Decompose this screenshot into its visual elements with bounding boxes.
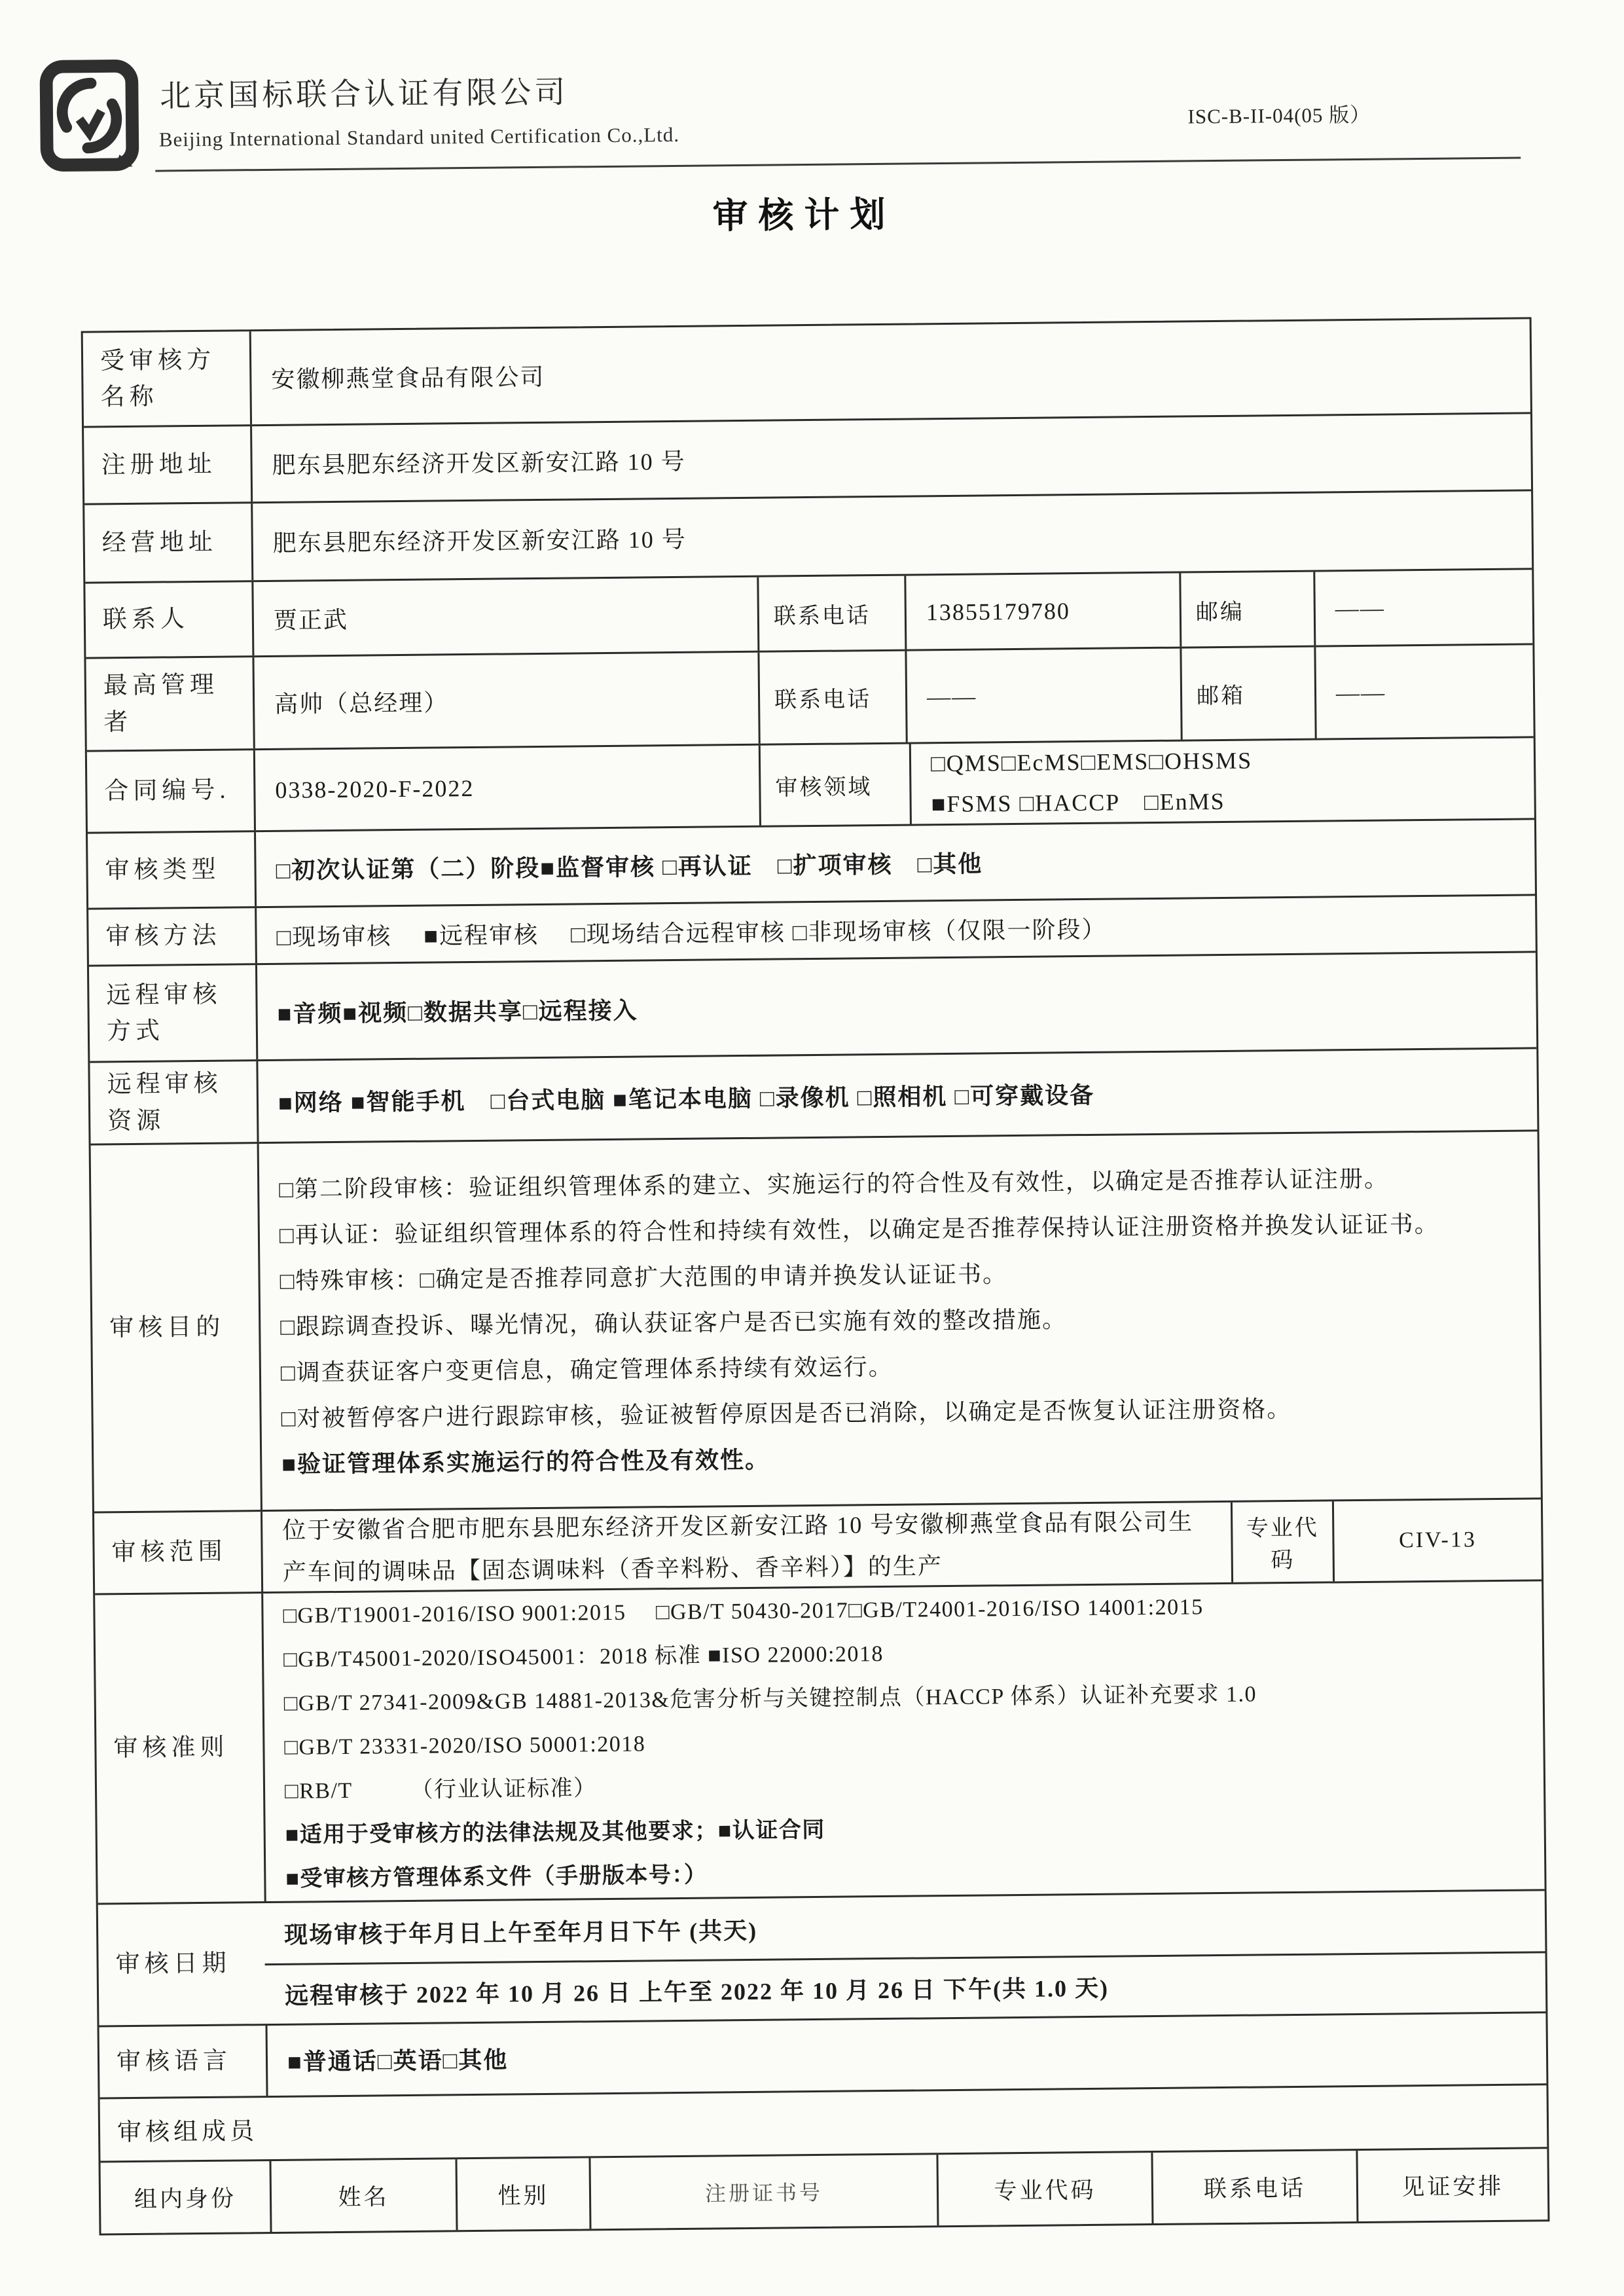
registered-address-value: 肥东县肥东经济开发区新安江路 10 号 — [250, 414, 1531, 501]
registered-address-label: 注册地址 — [101, 450, 217, 479]
audit-criteria-line-selected: ■受审核方管理体系文件（手册版本号：） — [285, 1863, 708, 1891]
audit-purpose-options — [257, 1131, 1541, 1510]
audit-language-label: 审核语言 — [116, 2047, 232, 2076]
team-header-phone: 联系电话 — [1151, 2151, 1356, 2223]
row-top-manager — [86, 643, 1533, 750]
remote-audit-mode-options: ■音频■视频□数据共享□远程接入 — [255, 953, 1536, 1059]
audit-purpose-line: □对被暂停客户进行跟踪审核，验证被暂停原因是否已消除，以确定是否恢复认证注册资格。 — [281, 1395, 1292, 1432]
auditee-name-label: 受审核方名称 — [99, 346, 216, 411]
row-audit-criteria — [95, 1579, 1544, 1903]
audit-purpose-line-selected: ■验证管理体系实施运行的符合性及有效性。 — [281, 1446, 770, 1478]
row-registered-address — [84, 412, 1531, 503]
audit-criteria-label: 审核准则 — [113, 1734, 229, 1762]
audit-language-options: ■普通话□英语□其他 — [266, 2013, 1547, 2096]
audit-team-label: 审核组成员 — [117, 2118, 259, 2147]
audit-purpose-line: □调查获证客户变更信息，确定管理体系持续有效运行。 — [280, 1353, 893, 1386]
audit-criteria-line: □GB/T 27341-2009&GB 14881-2013&危害分析与关键控制点（HACCP 体系）认证补充要求 1.0 — [283, 1682, 1257, 1716]
audit-method-label: 审核方法 — [105, 922, 221, 951]
postcode-value: —— — [1313, 570, 1532, 645]
remote-audit-date: 远程审核于 2022 年 10 月 26 日 上午至 2022 年 10 月 26 日 下午(共 1.0 天) — [265, 1951, 1546, 2024]
contact-phone-label: 联系电话 — [757, 576, 905, 651]
remote-audit-mode-label: 远程审核方式 — [106, 981, 222, 1046]
contact-person-value: 贾正武 — [251, 577, 757, 655]
row-audit-purpose — [91, 1129, 1541, 1511]
audit-domain-label: 审核领域 — [759, 744, 910, 826]
email-label: 邮箱 — [1180, 647, 1314, 740]
audit-criteria-line: □GB/T45001-2020/ISO45001：2018 标准 ■ISO 22000:2018 — [283, 1641, 884, 1672]
audit-domain-options — [909, 738, 1534, 824]
team-header-role: 组内身份 — [134, 2185, 237, 2213]
audit-scope-value: 位于安徽省合肥市肥东县肥东经济开发区新安江路 10 号安徽柳燕堂食品有限公司生产车间的调味品【固态调味料（香辛料粉、香辛料）】的生产 — [261, 1503, 1231, 1592]
page-title: 审核计划 — [712, 194, 896, 236]
audit-purpose-line: □第二阶段审核：验证组织管理体系的建立、实施运行的符合性及有效性，以确定是否推荐认证注册。 — [279, 1165, 1390, 1203]
team-header-certificate-no: 注册证书号 — [588, 2155, 937, 2229]
audit-type-options: □初次认证第（二）阶段■监督审核 □再认证 □扩项审核 □其他 — [254, 820, 1535, 906]
audit-criteria-line: □GB/T19001-2016/ISO 9001:2015 □GB/T 50430-2017□GB/T24001-2016/ISO 14001:2015 — [283, 1594, 1204, 1628]
row-contract-number — [87, 736, 1534, 831]
audit-criteria-line-selected: ■适用于受审核方的法律法规及其他要求；■认证合同 — [285, 1817, 825, 1848]
contract-number-value: 0338-2020-F-2022 — [253, 746, 759, 830]
row-contact-person — [85, 568, 1532, 657]
onsite-audit-date: 现场审核于年月日上午至年月日下午 (共天) — [283, 1917, 758, 1948]
header-divider-line — [155, 157, 1521, 172]
audit-domain-options-line2: ■FSMS □HACCP □EnMS — [931, 788, 1225, 818]
audit-method-options: □现场审核 ■远程审核 □现场结合远程审核 □非现场审核（仅限一阶段） — [255, 896, 1536, 963]
company-name-chinese: 北京国标联合认证有限公司 — [159, 75, 569, 114]
audit-purpose-label: 审核目的 — [109, 1313, 225, 1342]
auditee-name-value: 安徽柳燕堂食品有限公司 — [249, 319, 1530, 424]
team-header-witness-arrangement: 见证安排 — [1356, 2149, 1547, 2221]
row-team-table-header — [100, 2147, 1547, 2233]
audit-purpose-line: □特殊审核：□确定是否推荐同意扩大范围的申请并换发认证证书。 — [280, 1260, 1008, 1294]
audit-date-values — [264, 1891, 1546, 2024]
audit-scope-label: 审核范围 — [111, 1538, 227, 1567]
remote-audit-resources-options: ■网络 ■智能手机 □台式电脑 ■笔记本电脑 □录像机 □照相机 □可穿戴设备 — [256, 1049, 1537, 1142]
row-business-address — [84, 489, 1532, 581]
team-header-industry-code: 专业代码 — [936, 2153, 1151, 2225]
audit-purpose-line: □跟踪调查投诉、曝光情况，确认获证客户是否已实施有效的整改措施。 — [280, 1305, 1068, 1340]
row-audit-scope — [94, 1497, 1542, 1593]
team-header-gender: 性别 — [455, 2158, 589, 2230]
manager-phone-label: 联系电话 — [757, 651, 905, 744]
company-name-english: Beijing International Standard united Certification Co.,Ltd. — [158, 122, 680, 151]
email-value: —— — [1314, 645, 1533, 738]
row-auditee-name — [83, 319, 1530, 426]
top-manager-label: 最高管理者 — [103, 671, 219, 736]
contact-person-label: 联系人 — [102, 606, 190, 634]
postcode-label: 邮编 — [1179, 572, 1314, 647]
manager-phone-value: —— — [905, 649, 1180, 742]
audit-purpose-line: □再认证：验证组织管理体系的符合性和持续有效性，以确定是否推荐保持认证注册资格并换发认证证书。 — [279, 1211, 1439, 1248]
industry-code-value: CIV-13 — [1332, 1499, 1542, 1581]
row-audit-date — [98, 1889, 1546, 2025]
remote-audit-resources-label: 远程审核资源 — [107, 1070, 223, 1135]
row-audit-type — [88, 818, 1535, 907]
industry-code-label: 专业代码 — [1231, 1501, 1333, 1582]
top-manager-value: 高帅（总经理） — [252, 653, 758, 748]
audit-criteria-line: □GB/T 23331-2020/ISO 50001:2018 — [284, 1731, 646, 1760]
business-address-value: 肥东县肥东经济开发区新安江路 10 号 — [251, 491, 1532, 580]
document-code: ISC-B-II-04(05 版） — [1187, 103, 1371, 128]
audit-criteria-line: □RB/T （行业认证标准） — [284, 1776, 597, 1804]
row-remote-audit-resources — [90, 1047, 1537, 1143]
audit-criteria-options — [261, 1581, 1544, 1901]
audit-date-label: 审核日期 — [115, 1950, 231, 1978]
contract-number-label: 合同编号. — [104, 776, 230, 805]
audit-plan-table — [81, 317, 1550, 2235]
team-header-name: 姓名 — [270, 2159, 456, 2232]
certification-company-logo-icon — [39, 59, 140, 172]
business-address-label: 经营地址 — [101, 528, 217, 557]
audit-type-label: 审核类型 — [105, 856, 221, 884]
row-audit-language — [99, 2011, 1546, 2097]
audit-domain-options-line1: □QMS□EcMS□EMS□OHSMS — [930, 747, 1253, 777]
row-remote-audit-mode — [89, 951, 1536, 1061]
contact-phone-value: 13855179780 — [904, 574, 1180, 649]
